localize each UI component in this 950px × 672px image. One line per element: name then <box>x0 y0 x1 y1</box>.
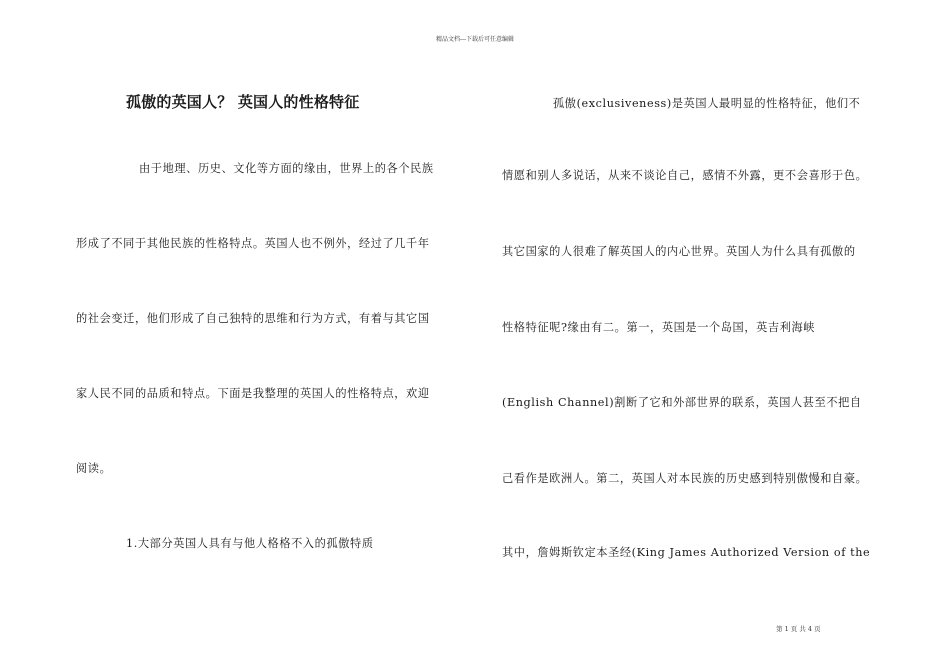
paragraph-line: 形成了不同于其他民族的性格特点。英国人也不例外，经过了几千年 <box>76 237 430 250</box>
paragraph-line: 情愿和别人多说话，从来不谈论自己，感情不外露，更不会喜形于色。 <box>502 169 868 182</box>
paragraph-line: 阅读。 <box>76 462 112 475</box>
section-heading: 1.大部分英国人具有与他人格格不入的孤傲特质 <box>126 537 374 550</box>
page-number: 第 1 页 共 4 页 <box>776 625 821 633</box>
paragraph-line: 家人民不同的品质和特点。下面是我整理的英国人的性格特点，欢迎 <box>76 387 430 400</box>
article-title: 孤傲的英国人？ 英国人的性格特征 <box>126 93 360 111</box>
paragraph-line: 其它国家的人很难了解英国人的内心世界。英国人为什么具有孤傲的 <box>502 245 856 258</box>
document-header-note: 精品文档---下载后可任意编辑 <box>435 36 515 43</box>
paragraph-line: 其中，詹姆斯钦定本圣经(King James Authorized Version of the <box>502 546 871 559</box>
paragraph-line: 由于地理、历史、文化等方面的缘由，世界上的各个民族 <box>139 162 434 175</box>
paragraph-line: 的社会变迁，他们形成了自己独特的思维和行为方式，有着与其它国 <box>76 312 430 325</box>
paragraph-line: (English Channel)割断了它和外部世界的联系，英国人甚至不把自 <box>502 396 862 409</box>
paragraph-line: 性格特征呢?缘由有二。第一，英国是一个岛国，英吉利海峡 <box>502 321 816 334</box>
paragraph-line: 孤傲(exclusiveness)是英国人最明显的性格特征，他们不 <box>553 97 861 110</box>
paragraph-line: 己看作是欧洲人。第二，英国人对本民族的历史感到特别傲慢和自豪。 <box>502 472 868 485</box>
